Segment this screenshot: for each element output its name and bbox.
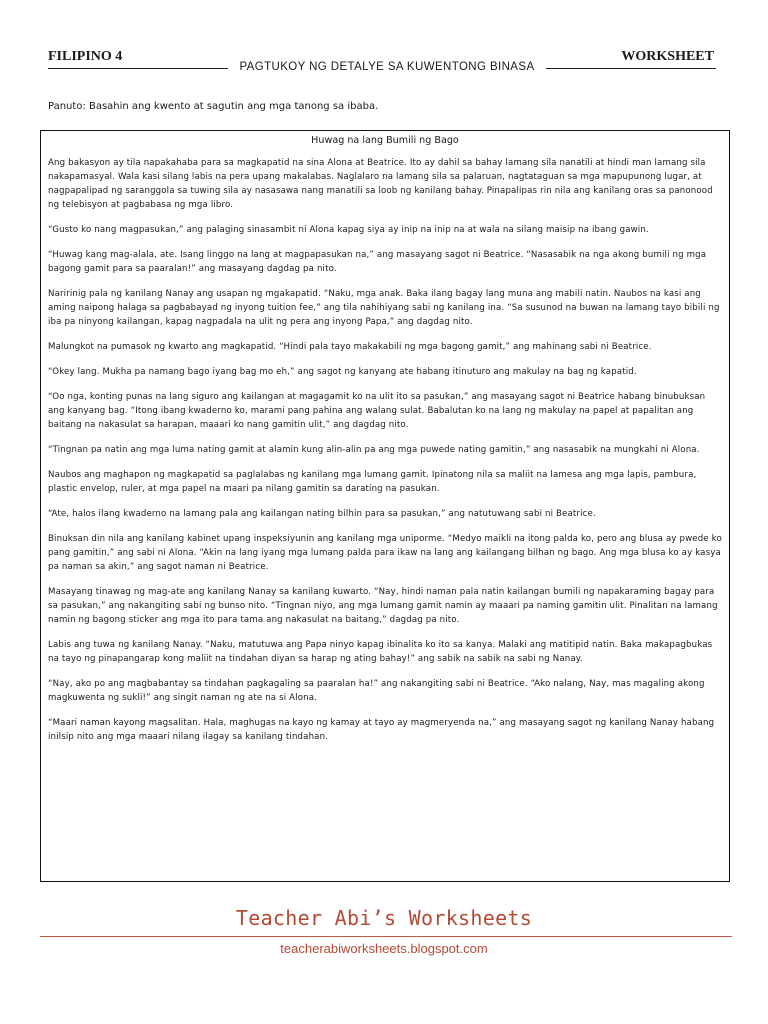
instructions: Panuto: Basahin ang kwento at sagutin ang mga tanong sa ibaba.	[48, 101, 379, 112]
subject-title: FILIPINO 4	[48, 49, 123, 64]
story-paragraph: Labis ang tuwa ng kanilang Nanay. “Naku, matutuwa ang Papa ninyo kapag ibinalita ko ito sa kanya. Malaki ang matitipid natin. Baka makapagbukas na tayo ng pinapangarap kong maliit na tindahan diyan sa harap ng ating bahay!” ang sabik na sabik na sabi ng Nanay.	[48, 640, 713, 664]
worksheet-subtitle: PAGTUKOY NG DETALYE SA KUWENTONG BINASA	[228, 61, 546, 73]
story-paragraph: Binuksan din nila ang kanilang kabinet upang inspeksiyunin ang kanilang mga uniporme. “Medyo maikli na itong palda ko, pero ang blusa ay pwede ko pang gamitin,” ang sabi ni Alona. “Akin na lang iyang mga lumang palda para ikaw na lang ang kailangang bilhan ng bago. Ang mga blusa ko ay kasya pa naman sa akin,” ang sagot naman ni Beatrice.	[48, 534, 722, 572]
story-paragraph: “Oo nga, konting punas na lang siguro ang kailangan at magagamit ko na ulit ito sa pasukan,” ang masayang sagot ni Beatrice habang binubuksan ang kanyang bag. “Itong ibang kwaderno ko, marami pang pahina ang walang sulat. Babalutan ko na lang ng makulay na papel at papalitan ang baitang na nakasulat sa harapan, maaari ko nang gamitin ulit,” ang dagdag nito.	[48, 392, 706, 430]
story-paragraph: Malungkot na pumasok ng kwarto ang magkapatid. “Hindi pala tayo makakabili ng mga bagong gamit,” ang mahinang sabi ni Beatrice.	[48, 342, 652, 352]
brand-name: Teacher Abi’s Worksheets	[235, 906, 533, 930]
story-box	[40, 130, 730, 882]
story-paragraph: “Gusto ko nang magpasukan,” ang palaging sinasambit ni Alona kapag siya ay inip na inip na at wala na silang maisip na ibang gawin.	[48, 225, 649, 235]
worksheet-label: WORKSHEET	[621, 49, 714, 64]
story-paragraph: “Huwag kang mag-alala, ate. Isang linggo na lang at magpapasukan na,” ang masayang sagot ni Beatrice. “Nasasabik na nga akong bumili ng mga bagong gamit para sa paaralan!” ang masayang dagdag pa nito.	[48, 250, 707, 274]
story-paragraph: “Ate, halos ilang kwaderno na lamang pala ang kailangan nating bilhin para sa pasukan,” ang natutuwang sabi ni Beatrice.	[48, 509, 596, 519]
story-paragraph: “Okey lang. Mukha pa namang bago iyang bag mo eh,” ang sagot ng kanyang ate habang itinuturo ang makulay na bag ng kapatid.	[48, 367, 637, 377]
story-title: Huwag na lang Bumili ng Bago	[311, 135, 459, 146]
footer-url[interactable]: teacherabiworksheets.blogspot.com	[280, 941, 488, 956]
story-paragraph: “Nay, ako po ang magbabantay sa tindahan pagkagaling sa paaralan ha!” ang nakangiting sabi ni Beatrice. “Ako nalang, Nay, mas magaling akong magkuwenta ng sukli!” ang singit naman ng ate na si Alona.	[48, 679, 705, 703]
story-paragraph: “Tingnan pa natin ang mga luma nating gamit at alamin kung alin-alin pa ang mga puwede nating gamitin,” ang nasasabik na mungkahi ni Alona.	[48, 445, 700, 455]
story-paragraph: “Maari naman kayong magsalitan. Hala, maghugas na kayo ng kamay at tayo ay magmeryenda na,” ang masayang sagot ng kanilang Nanay habang inilsip nito ang mga maaari nilang ilagay sa kanilang tindahan.	[48, 718, 715, 742]
story-paragraph: Naubos ang maghapon ng magkapatid sa paglalabas ng kanilang mga lumang gamit. Ipinatong nila sa maliit na lamesa ang mga lapis, pambura, plastic envelop, ruler, at mga papel na maari pa nilang gamitin sa darating na pasukan.	[48, 470, 697, 494]
footer-divider	[40, 936, 732, 937]
story-paragraph: Masayang tinawag ng mag-ate ang kanilang Nanay sa kanilang kuwarto. “Nay, hindi naman pala natin kailangan bumili ng napakaraming bagay para sa pasukan,” ang nakangiting sabi ng bunso nito. “Tingnan niyo, ang mga lumang gamit namin ay maaari pa naming gamitin ulit. Pinalitan na lamang namin ng bagong sticker ang mga ito para tama ang nakasulat na baitang,” dagdag pa nito.	[48, 587, 718, 625]
story-paragraph: Ang bakasyon ay tila napakahaba para sa magkapatid na sina Alona at Beatrice. Ito ay dahil sa bahay lamang sila nanatili at hindi man lamang sila nakapamasyal. Wala kasi silang labis na pera upang makalabas. Naglalaro na lamang sila sa palaruan, nagtataguan sa mga mapupunong lugar, at nagpapalipad ng saranggola sa tuwing sila ay nasasawa nang manatili sa loob ng kanilang bahay. Pinapalipas rin nila ang kanilang oras sa panonood ng telebisyon at pagbabasa ng mga libro.	[48, 158, 713, 210]
story-paragraph: Naririnig pala ng kanilang Nanay ang usapan ng mgakapatid. “Naku, mga anak. Baka ilang bagay lang muna ang mabili natin. Naubos na kasi ang aming naipong halaga sa pagbabayad ng inyong tuition fee,” ang tila nahihiyang sabi ng kanilang ina. “Sa susunod na buwan na lamang tayo bibili ng iba pa ninyong kailangan, kapag nagpadala na ulit ng pera ang inyong Papa,” ang dagdag nito.	[48, 289, 720, 327]
